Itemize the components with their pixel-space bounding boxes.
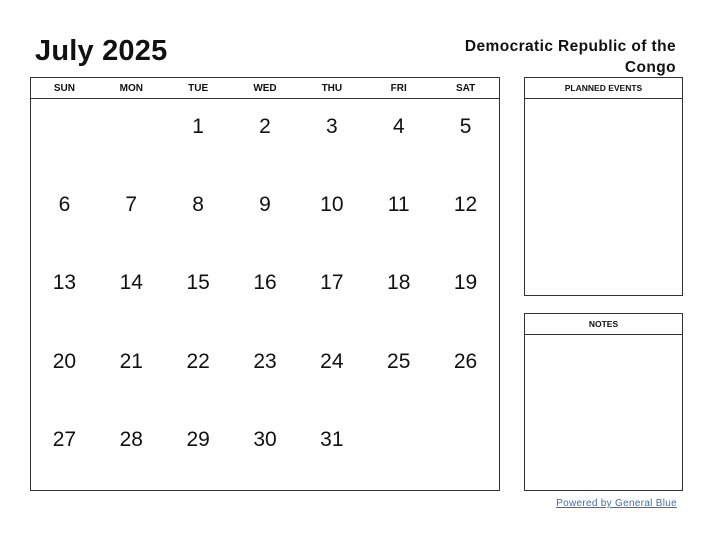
weekday-label: FRI <box>390 83 407 94</box>
day-number: 4 <box>392 115 405 138</box>
day-cell <box>98 177 165 255</box>
day-number: 13 <box>52 271 77 295</box>
day-number: 6 <box>58 193 71 217</box>
planned-events-panel <box>524 77 683 296</box>
day-cell <box>232 334 299 412</box>
day-cell <box>31 255 98 333</box>
day-cell <box>165 177 232 255</box>
day-cell <box>31 177 98 255</box>
day-cell <box>432 334 499 412</box>
day-cell <box>232 255 299 333</box>
day-number: 10 <box>320 193 344 217</box>
weekday-header-row <box>31 78 499 99</box>
day-grid <box>31 99 499 490</box>
day-cell <box>31 334 98 412</box>
powered-by-link[interactable]: Powered by General Blue <box>556 498 677 509</box>
day-number: 28 <box>119 427 143 451</box>
day-cell <box>98 255 165 333</box>
day-number: 14 <box>119 271 143 295</box>
day-number: 21 <box>119 349 143 373</box>
day-cell <box>365 177 432 255</box>
day-cell <box>98 412 165 490</box>
day-cell <box>298 412 365 490</box>
calendar-grid <box>30 77 500 491</box>
day-cell <box>432 177 499 255</box>
day-cell <box>298 177 365 255</box>
day-number: 1 <box>192 115 204 138</box>
day-number: 31 <box>320 427 344 451</box>
day-cell <box>98 99 165 177</box>
day-cell <box>165 412 232 490</box>
day-cell <box>232 412 299 490</box>
day-cell <box>298 99 365 177</box>
day-cell <box>165 255 232 333</box>
weekday-label: MON <box>119 83 143 94</box>
day-cell <box>232 177 299 255</box>
weekday-label: SUN <box>53 83 75 94</box>
weekday-label: SAT <box>455 83 476 94</box>
day-number: 23 <box>253 349 277 373</box>
planned-events-heading: PLANNED EVENTS <box>525 78 682 99</box>
day-number: 20 <box>52 349 77 373</box>
day-cell <box>98 334 165 412</box>
day-number: 7 <box>125 193 138 217</box>
day-number: 19 <box>453 271 478 295</box>
day-number: 27 <box>52 427 77 451</box>
day-cell <box>31 99 98 177</box>
day-number: 15 <box>186 271 210 295</box>
day-cell <box>165 334 232 412</box>
day-cell <box>365 255 432 333</box>
country-name: Democratic Republic of the Congo <box>464 38 676 76</box>
day-cell <box>31 412 98 490</box>
weekday-label: TUE <box>188 83 209 94</box>
weekday-label: WED <box>253 83 277 94</box>
day-cell <box>432 255 499 333</box>
day-number: 5 <box>459 115 472 138</box>
day-cell <box>365 412 432 490</box>
day-number: 8 <box>192 193 204 217</box>
day-number: 12 <box>453 193 478 217</box>
notes-heading: NOTES <box>525 314 682 335</box>
day-number: 16 <box>253 271 277 295</box>
day-number: 3 <box>326 115 338 138</box>
day-number: 9 <box>259 193 271 217</box>
page-title: July 2025 <box>35 35 168 67</box>
day-cell <box>365 99 432 177</box>
day-number: 18 <box>387 271 411 295</box>
day-number: 26 <box>453 349 478 373</box>
day-number: 29 <box>186 427 210 451</box>
day-cell <box>232 99 299 177</box>
day-number: 11 <box>387 193 410 217</box>
day-cell <box>298 255 365 333</box>
day-number: 25 <box>387 349 411 373</box>
day-number: 22 <box>186 349 210 373</box>
day-number: 24 <box>320 349 344 373</box>
day-cell <box>432 99 499 177</box>
day-cell <box>165 99 232 177</box>
day-number: 17 <box>320 271 344 295</box>
day-number: 30 <box>253 427 277 451</box>
day-number: 2 <box>259 115 271 138</box>
weekday-label: THU <box>321 83 343 94</box>
notes-panel <box>524 313 683 491</box>
day-cell <box>298 334 365 412</box>
day-cell <box>432 412 499 490</box>
day-cell <box>365 334 432 412</box>
